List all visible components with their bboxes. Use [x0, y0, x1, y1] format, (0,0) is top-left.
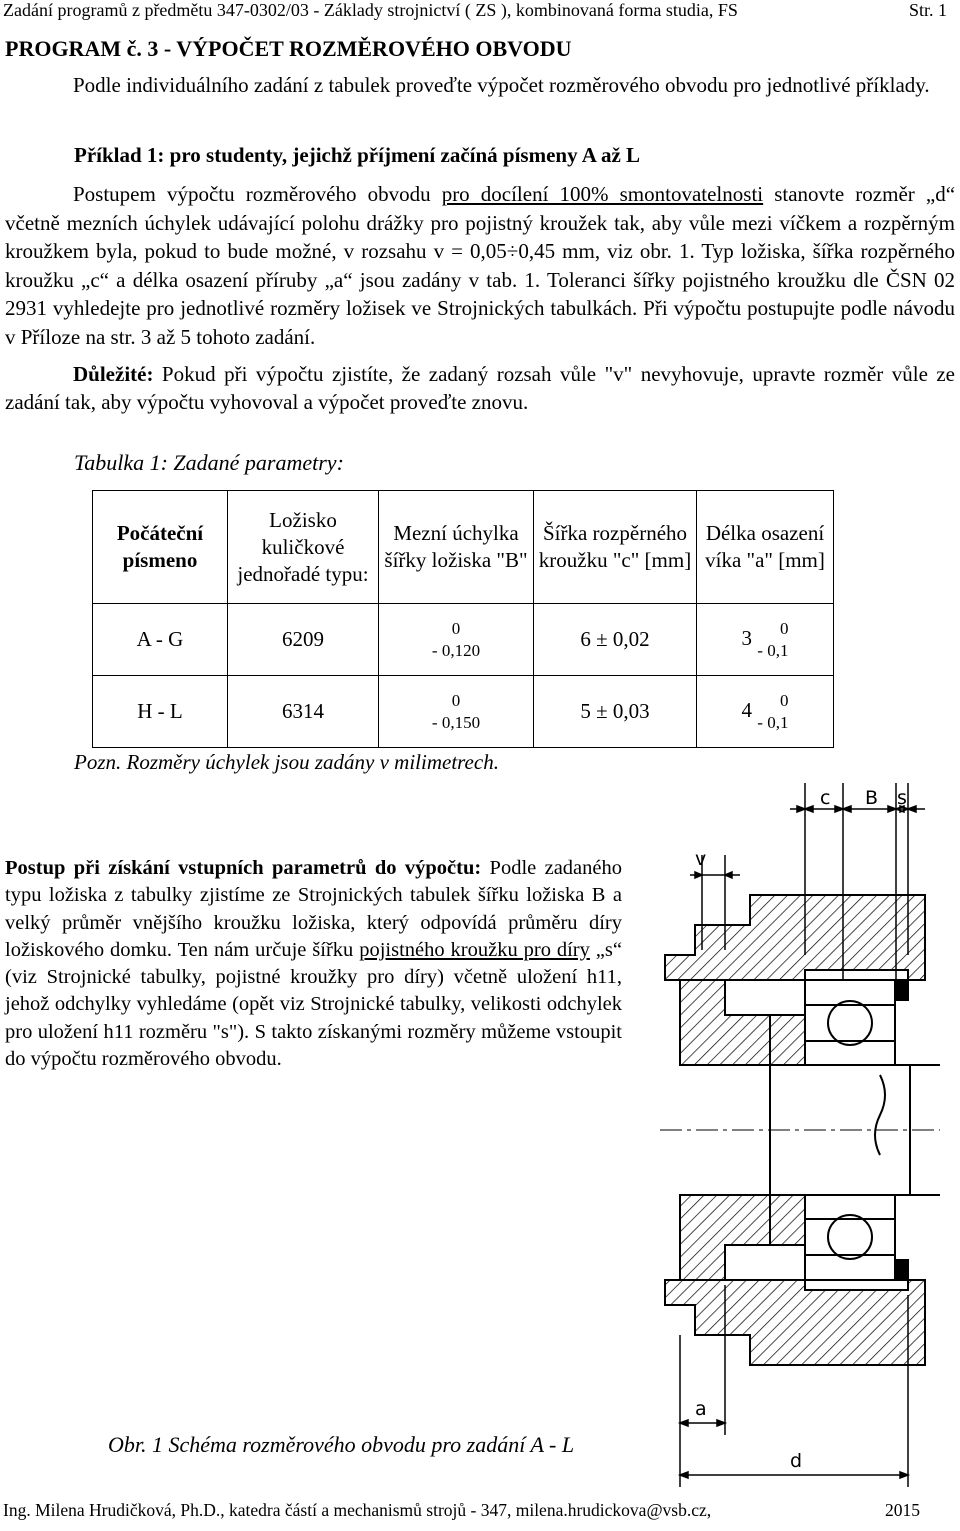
row-ring-width: 5 ± 0,03 [534, 676, 697, 748]
deviation-lower: - 0,150 [431, 712, 481, 732]
dimension-label-v: v [695, 848, 707, 870]
dimension-label-B: B [865, 787, 879, 809]
bearing-top [770, 980, 908, 1065]
deviation-upper: 0 [451, 690, 461, 710]
parameters-table [92, 490, 834, 748]
row-deviation [379, 676, 534, 748]
footer-author: Ing. Milena Hrudičková, Ph.D., katedra částí a mechanismů strojů - 347, milena.hrudickova@vsb.cz, [3, 1500, 712, 1520]
bearing-bottom [770, 1195, 908, 1280]
page-footer [3, 1500, 955, 1521]
page-number: Str. 1 [908, 0, 947, 20]
procedure-underlined: pojistného kroužku pro díry [359, 938, 590, 961]
table-row [93, 604, 834, 676]
table-header-row [93, 491, 834, 604]
assignment-paragraph [5, 180, 955, 351]
header-ring-width: Šířka rozpěrného kroužku "c" [mm] [534, 491, 697, 604]
header-letter: Počáteční písmeno [93, 491, 228, 604]
procedure-text-2: „s“ (viz Strojnické tabulky, pojistné kroužky pro díry) včetně uložení h11, jehož odchylky vyhledáme (opět viz Strojnické tabulky, velikosti odchylek pro uložení h11 rozměru "s"). S takto získanými rozměry můžeme vstoupit do výpočtu rozměrového obvodu. [5, 938, 622, 1071]
table-caption: Tabulka 1: Zadané parametry: [74, 450, 344, 475]
dimension-chain-drawing [640, 775, 940, 1493]
dimension-label-d: d [790, 1450, 803, 1472]
example-heading: Příklad 1: pro studenty, jejichž příjmení začíná písmeny A až L [74, 143, 641, 167]
header-bearing: Ložisko kuličkové jednořadé typu: [228, 491, 379, 604]
procedure-label: Postup při získání vstupních parametrů do výpočtu: [5, 857, 482, 879]
cover-lower: - 0,1 [757, 640, 789, 660]
row-deviation [379, 604, 534, 676]
cover-nominal: 4 [741, 697, 753, 722]
shaft [660, 1065, 940, 1195]
lead-paragraph: Podle individuálního zadání z tabulek proveďte výpočet rozměrového obvodu pro jednotlivé příklady. [73, 73, 930, 97]
dimension-label-a: a [695, 1398, 707, 1420]
footer-year: 2015 [885, 1500, 920, 1520]
row-letters: H - L [93, 676, 228, 748]
table-note: Pozn. Rozměry úchylek jsou zadány v milimetrech. [74, 750, 499, 774]
header-deviation: Mezní úchylka šířky ložiska "B" [379, 491, 534, 604]
header-cover-length: Délka osazení víka "a" [mm] [697, 491, 834, 604]
procedure-paragraph [5, 855, 622, 1073]
table-row [93, 676, 834, 748]
row-letters: A - G [93, 604, 228, 676]
cover-upper: 0 [779, 618, 789, 638]
row-bearing: 6314 [228, 676, 379, 748]
dimension-label-c: c [820, 787, 831, 809]
important-paragraph [5, 360, 955, 416]
deviation-upper: 0 [451, 618, 461, 638]
document-title: PROGRAM č. 3 - VÝPOČET ROZMĚROVÉHO OBVODU [5, 36, 572, 61]
deviation-lower: - 0,120 [431, 640, 481, 660]
assignment-text-1: Postupem výpočtu rozměrového obvodu [73, 182, 442, 206]
row-cover-length [697, 676, 834, 748]
procedure-text-1: Podle zadaného typu ložiska z tabulky zjistíme ze Strojnických tabulek šířku ložiska B a velký průměr vnějšího kroužku ložiska, který odpovídá průměru díry ložiskového domku. Ten nám určuje šířku [5, 857, 623, 961]
row-bearing: 6209 [228, 604, 379, 676]
assignment-underlined: pro docílení 100% smontovatelnosti [441, 182, 764, 206]
cover-nominal: 3 [741, 625, 753, 650]
important-label: Důležité: [73, 362, 154, 386]
dimension-label-s: s [897, 787, 907, 809]
figure-caption: Obr. 1 Schéma rozměrového obvodu pro zadání A - L [108, 1432, 575, 1457]
cover-lower: - 0,1 [757, 712, 789, 732]
assignment-text-2: stanovte rozměr „d“ včetně mezních úchylek udávající polohu drážky pro pojistný kroužek tak, aby vůle mezi víčkem a rozpěrným kroužkem byla, pokud to bude možné, v rozsahu v = 0,05÷0,45 mm, viz obr. 1. Typ ložiska, šířka rozpěrného kroužku „c“ a délka osazení příruby „a“ jsou zadány v tab. 1. Toleranci šířky pojistného kroužku dle ČSN 02 2931 vyhledejte pro jednotlivé rozměry ložisek ve Strojnických tabulkách. Při výpočtu postupujte podle návodu v Příloze na str. 3 až 5 tohoto zadání. [5, 182, 956, 349]
header-left: Zadání programů z předmětu 347-0302/03 - Základy strojnictví ( ZS ), kombinovaná forma studia, FS [3, 0, 738, 20]
row-ring-width: 6 ± 0,02 [534, 604, 697, 676]
page-header [3, 0, 955, 21]
row-cover-length [697, 604, 834, 676]
cover-upper: 0 [779, 690, 789, 710]
important-text: Pokud při výpočtu zjistíte, že zadaný rozsah vůle "v" nevyhovuje, upravte rozměr vůle ze zadání tak, aby výpočtu vyhovoval a výpočet proveďte znovu. [5, 362, 955, 414]
